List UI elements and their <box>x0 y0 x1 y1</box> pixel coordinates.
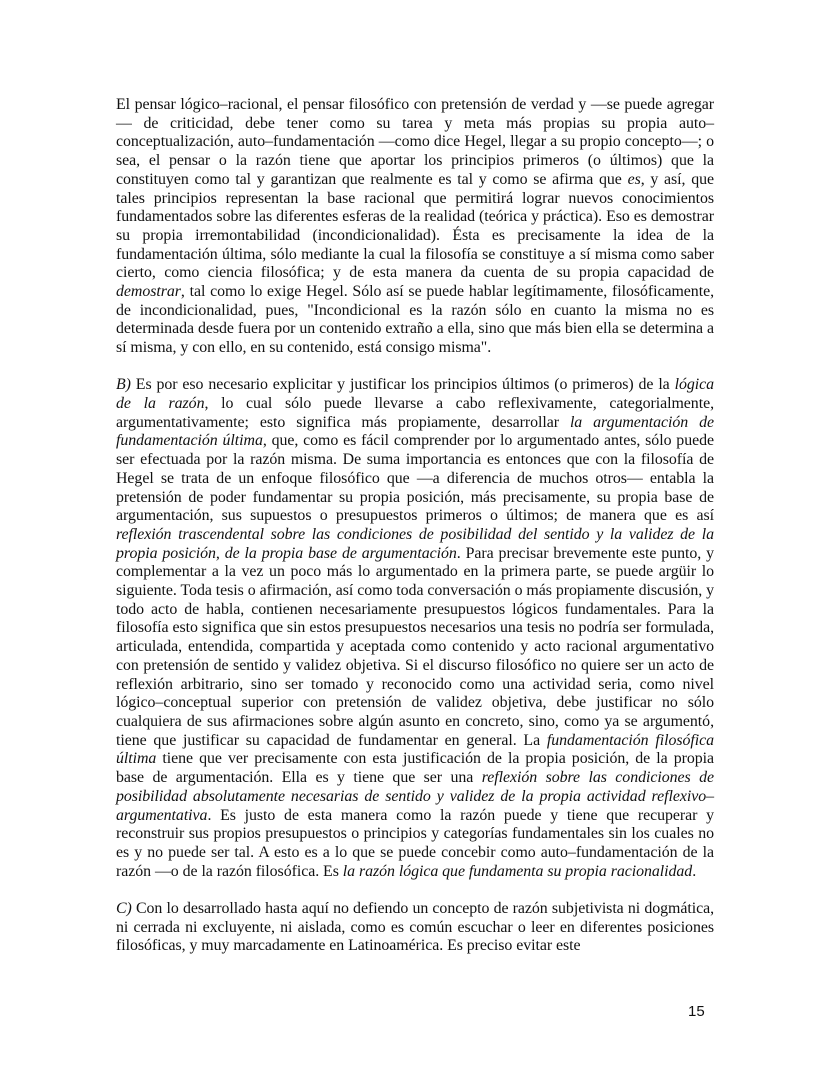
text-run: . Es justo de esta manera como la razón puede y tiene que recuperar y reconstruir sus propios presupuestos o principios y categorías fundamentales sin los cuales no es y no puede ser tal. A esto es a lo que se puede concebir como auto–fundamentación de la razón —o de la razón filosófica. Es <box>116 806 714 880</box>
text-run: . Para precisar brevemente este punto, y complementar a la vez un poco más lo argumentado en la primera parte, se puede argüir lo siguiente. Toda tesis o afirmación, así como toda conversación o más propiamente discusión, y todo acto de habla, contienen necesariamente presupuestos lógicos fundamentales. Para la filosofía esto significa que sin estos presupuestos necesarios una tesis no podría ser formulada, articulada, entendida, compartida y aceptada como contenido y acto racional argumentativo con pretensión de sentido y validez objetiva. Si el discurso filosófico no quiere ser un acto de reflexión arbitrario, sino ser tomado y reconocido como una actividad seria, como nivel lógico–conceptual superior con pretensión de validez objetiva, debe justificar no sólo cualquiera de sus afirmaciones sobre algún asunto en concreto, sino, como ya se argumentó, tiene que justificar su capacidad de fundamentar en general. La <box>116 544 714 749</box>
text-run: El pensar lógico–racional, el pensar filosófico con pretensión de verdad y —se puede agregar— de criticidad, debe tener como su tarea y meta más propias su propia auto–conceptualización, auto–fundamentación —como dice Hegel, llegar a su propio concepto—; o sea, el pensar o la razón tiene que aportar los principios primeros (o últimos) que la constituyen como tal y garantizan que realmente es tal y como se afirma que <box>116 96 714 188</box>
italic-text-run: demostrar <box>116 283 181 301</box>
text-run: Es por eso necesario explicitar y justificar los principios últimos (o primeros) de la <box>130 376 675 394</box>
italic-text-run: reflexión sobre las condiciones de posibilidad absolutamente necesarias de sentido y validez de la propia actividad reflexivo–argumentativa <box>116 769 714 824</box>
text-run: tiene que ver precisamente con esta justificación de la propia posición, de la propia base de argumentación. Ella es y tiene que ser una <box>116 750 714 787</box>
italic-text-run: es <box>627 170 641 188</box>
text-run: , lo cual sólo puede llevarse a cabo reflexivamente, categorialmente, argumentativamente; esto significa más propiamente, desarrollar <box>116 395 714 431</box>
paragraph-1 <box>116 96 714 358</box>
italic-text-run: la razón lógica que fundamenta su propia racionalidad <box>342 862 693 880</box>
page-number: 15 <box>688 1003 705 1020</box>
paragraph-3 <box>116 900 714 956</box>
italic-text-run: reflexión trascendental sobre las condiciones de posibilidad del sentido y la validez de la propia posición, de la propia base de argumentación <box>116 525 714 562</box>
italic-text-run: fundamentación filosófica última <box>116 731 714 768</box>
text-run: . <box>692 862 697 880</box>
italic-text-run: B) <box>116 376 131 394</box>
text-run: , que, como es fácil comprender por lo argumentado antes, sólo puede ser efectuada por la razón misma. De suma importancia es entonces que con la filosofía de Hegel se trata de un enfoque filosófico que —a diferencia de muchos otros— entabla la pretensión de poder fundamentar su propia posición, más precisamente, su propia base de argumentación, sus supuestos o presupuestos primeros o últimos; de manera que es así <box>116 432 714 525</box>
italic-text-run: la argumentación de fundamentación última <box>116 413 714 450</box>
text-run: Con lo desarrollado hasta aquí no defiendo un concepto de razón subjetivista ni dogmática, ni cerrada ni excluyente, ni aislada, como es común escuchar o leer en diferentes posiciones filosóficas, y muy marcadamente en Latinoamérica. Es preciso evitar este <box>116 899 714 955</box>
paragraph-2 <box>116 376 714 881</box>
document-page <box>116 96 714 956</box>
italic-text-run: lógica de la razón <box>116 376 714 413</box>
text-run: , tal como lo exige Hegel. Sólo así se puede hablar legítimamente, filosóficamente, de incondicionalidad, pues, "Incondicional es la razón sólo en cuanto la misma no es determinada desde fuera por un contenido extraño a ella, sino que más bien ella se determina a sí misma, y con ello, en su contenido, está consigo misma". <box>116 283 714 357</box>
text-run: , y así, que tales principios representan la base racional que permitirá lograr nuevos conocimientos fundamentados sobre las diferentes esferas de la realidad (teórica y práctica). Eso es demostrar su propia irremontabilidad (incondicionalidad). Ésta es precisamente la idea de la fundamentación última, sólo mediante la cual la filosofía se constituye a sí misma como saber cierto, como ciencia filosófica; y de esta manera da cuenta de su propia capacidad de <box>116 170 714 282</box>
italic-text-run: C) <box>116 899 132 917</box>
